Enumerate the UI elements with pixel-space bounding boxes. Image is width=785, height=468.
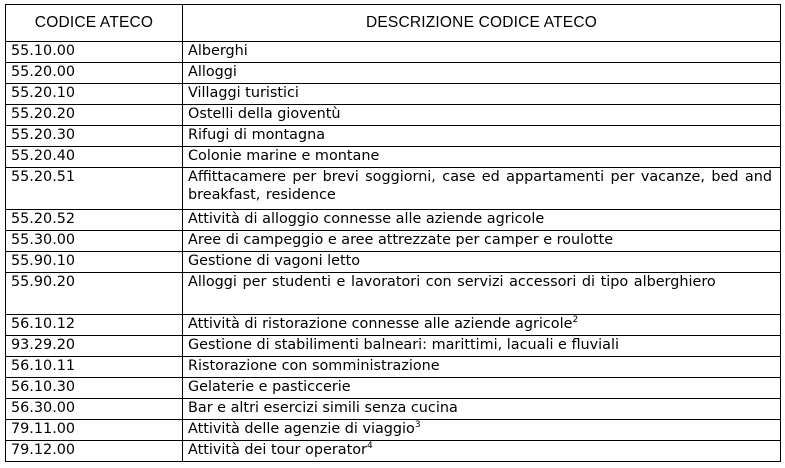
- table-row: [6, 315, 781, 336]
- table-row: [6, 420, 781, 441]
- description-text: Attività dei tour operator: [188, 442, 367, 458]
- table-row: [6, 441, 781, 462]
- ateco-code-cell: 55.20.51: [6, 168, 183, 210]
- table-row: [6, 252, 781, 273]
- ateco-code-cell: 55.90.10: [6, 252, 183, 273]
- ateco-code-cell: 56.10.30: [6, 378, 183, 399]
- ateco-code-cell: 55.20.00: [6, 63, 183, 84]
- table-row: [6, 399, 781, 420]
- ateco-code-cell: 56.30.00: [6, 399, 183, 420]
- header-descrizione-codice-ateco: DESCRIZIONE CODICE ATECO: [183, 5, 781, 42]
- ateco-description-cell: Ostelli della gioventù: [183, 105, 781, 126]
- ateco-description-cell: Aree di campeggio e aree attrezzate per camper e roulotte: [183, 231, 781, 252]
- ateco-description-cell: Alloggi: [183, 63, 781, 84]
- ateco-description-cell: Attività di alloggio connesse alle aziende agricole: [183, 210, 781, 231]
- ateco-code-cell: 55.20.40: [6, 147, 183, 168]
- ateco-description-cell: Alloggi per studenti e lavoratori con servizi accessori di tipo alberghiero: [183, 273, 781, 315]
- ateco-code-cell: 79.12.00: [6, 441, 183, 462]
- ateco-code-cell: 55.30.00: [6, 231, 183, 252]
- ateco-description-cell: [183, 315, 781, 336]
- ateco-code-cell: 56.10.12: [6, 315, 183, 336]
- footnote-marker: 3: [414, 420, 421, 431]
- ateco-code-cell: 79.11.00: [6, 420, 183, 441]
- table-row: [6, 147, 781, 168]
- ateco-description-cell: Gelaterie e pasticcerie: [183, 378, 781, 399]
- ateco-description-cell: Rifugi di montagna: [183, 126, 781, 147]
- ateco-code-cell: 55.10.00: [6, 42, 183, 63]
- ateco-description-cell: Gestione di stabilimenti balneari: marittimi, lacuali e fluviali: [183, 336, 781, 357]
- table-row: [6, 357, 781, 378]
- table-row: [6, 168, 781, 210]
- description-text: Attività di ristorazione connesse alle aziende agricole: [188, 316, 573, 332]
- ateco-description-cell: [183, 441, 781, 462]
- table-row: [6, 105, 781, 126]
- ateco-description-cell: Bar e altri esercizi simili senza cucina: [183, 399, 781, 420]
- table-row: [6, 126, 781, 147]
- table-row: [6, 210, 781, 231]
- ateco-description-cell: Affittacamere per brevi soggiorni, case ed appartamenti per vacanze, bed and breakfast, residence: [183, 168, 781, 210]
- ateco-code-cell: 55.20.30: [6, 126, 183, 147]
- ateco-description-cell: Colonie marine e montane: [183, 147, 781, 168]
- ateco-description-cell: Villaggi turistici: [183, 84, 781, 105]
- ateco-code-cell: 55.20.20: [6, 105, 183, 126]
- description-text: Attività delle agenzie di viaggio: [188, 421, 415, 437]
- ateco-description-cell: [183, 420, 781, 441]
- footnote-marker: 4: [366, 441, 373, 452]
- ateco-description-cell: Ristorazione con somministrazione: [183, 357, 781, 378]
- table-row: [6, 336, 781, 357]
- table-row: [6, 231, 781, 252]
- ateco-description-cell: Alberghi: [183, 42, 781, 63]
- table-row: [6, 42, 781, 63]
- header-codice-ateco: CODICE ATECO: [6, 5, 183, 42]
- ateco-code-cell: 93.29.20: [6, 336, 183, 357]
- table-row: [6, 273, 781, 315]
- table-row: [6, 84, 781, 105]
- table-row: [6, 63, 781, 84]
- ateco-code-cell: 55.90.20: [6, 273, 183, 315]
- table-header-row: [6, 5, 781, 42]
- ateco-description-cell: Gestione di vagoni letto: [183, 252, 781, 273]
- ateco-code-cell: 55.20.10: [6, 84, 183, 105]
- ateco-code-cell: 56.10.11: [6, 357, 183, 378]
- table-row: [6, 378, 781, 399]
- ateco-code-cell: 55.20.52: [6, 210, 183, 231]
- ateco-codes-table: [5, 4, 781, 462]
- footnote-marker: 2: [572, 315, 579, 326]
